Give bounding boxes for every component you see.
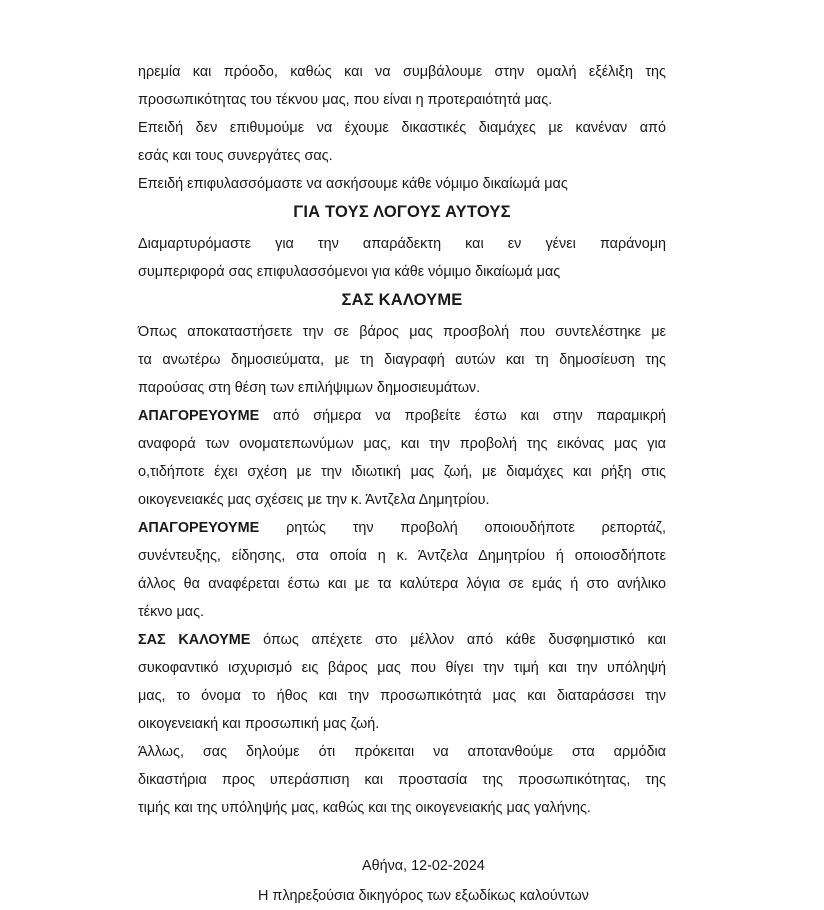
section-heading: ΓΙΑ ΤΟΥΣ ΛΟΓΟΥΣ ΑΥΤΟΥΣ [293,203,511,221]
paragraph-text: ρητώς την προβολή οποιουδήποτε ρεπορτάζ, [286,520,667,536]
paragraph-line [138,406,666,426]
paragraph-line: προσωπικότητας του τέκνου μας, που είναι η προτεραιότητά μας. [138,92,553,108]
paragraph-line: οικογενειακές μας σχέσεις με την κ. Άντζελα Δημητρίου. [138,492,490,508]
paragraph-line: Επειδή δεν επιθυμούμε να έχουμε δικαστικές διαμάχες με κανέναν από [138,120,666,136]
paragraph-line: εσάς και τους συνεργάτες σας. [138,148,333,164]
place-date: Αθήνα, 12-02-2024 [362,858,485,874]
bold-keyword: ΑΠΑΓΟΡΕΥΟΥΜΕ [138,408,260,424]
bold-keyword: ΑΠΑΓΟΡΕΥΟΥΜΕ [138,520,260,536]
paragraph-line: συκοφαντικό ισχυρισμό εις βάρος μας που θίγει την τιμή και την υπόληψή [138,660,666,676]
paragraph-line: δικαστήρια προς υπεράσπιση και προστασία της προσωπικότητας, της [138,772,666,788]
paragraph-line: συνέντευξης, είδησης, στα οποία η κ. Άντζελα Δημητρίου ή οποιοσδήποτε [138,548,666,564]
paragraph-line: Διαμαρτυρόμαστε για την απαράδεκτη και εν γένει παράνομη [138,236,666,252]
paragraph-line: Επειδή επιφυλασσόμαστε να ασκήσουμε κάθε νόμιμο δικαίωμά μας [138,176,568,192]
bold-keyword: ΣΑΣ ΚΑΛΟΥΜΕ [138,632,251,648]
signature-line: Η πληρεξούσια δικηγόρος των εξωδίκως καλούντων [258,888,589,904]
paragraph-line: Όπως αποκαταστήσετε την σε βάρος μας προσβολή που συντελέστηκε με [138,324,666,340]
paragraph-text: από σήμερα να προβείτε έστω και στην παραμικρή [273,408,667,424]
paragraph-line: αναφορά των ονοματεπωνύμων μας, και την προβολή της εικόνας μας για [138,436,666,452]
paragraph-line: τα ανωτέρω δημοσιεύματα, με τη διαγραφή αυτών και τη δημοσίευση της [138,352,666,368]
paragraph-line: τιμής και της υπόληψής μας, καθώς και της οικογενειακής μας γαλήνης. [138,800,591,816]
paragraph-line: τέκνο μας. [138,604,205,620]
paragraph-line [138,630,666,650]
paragraph-text: όπως απέχετε στο μέλλον από κάθε δυσφημιστικό και [263,632,667,648]
paragraph-line: άλλος θα αναφέρεται έστω και με τα καλύτερα λόγια σε εμάς ή στο ανήλικο [138,576,666,592]
paragraph-line [138,518,666,538]
paragraph-line: ο,τιδήποτε έχει σχέση με την ιδιωτική μας ζωή, με διαμάχες και ρήξη στις [138,464,666,480]
section-heading: ΣΑΣ ΚΑΛΟΥΜΕ [341,291,463,309]
paragraph-line: Άλλως, σας δηλούμε ότι πρόκειται να αποτανθούμε στα αρμόδια [138,744,666,760]
paragraph-line: ηρεμία και πρόοδο, καθώς και να συμβάλουμε στην ομαλή εξέλιξη της [138,64,666,80]
paragraph-line: οικογενειακή και προσωπική μας ζωή. [138,716,380,732]
paragraph-line: παρούσας στη θέση των επιλήψιμων δημοσιευμάτων. [138,380,481,396]
paragraph-line: συμπεριφορά σας επιφυλασσόμενοι για κάθε νόμιμο δικαίωμά μας [138,264,561,280]
paragraph-line: μας, το όνομα το ήθος και την προσωπικότητά μας και διαταράσσει την [138,688,666,704]
